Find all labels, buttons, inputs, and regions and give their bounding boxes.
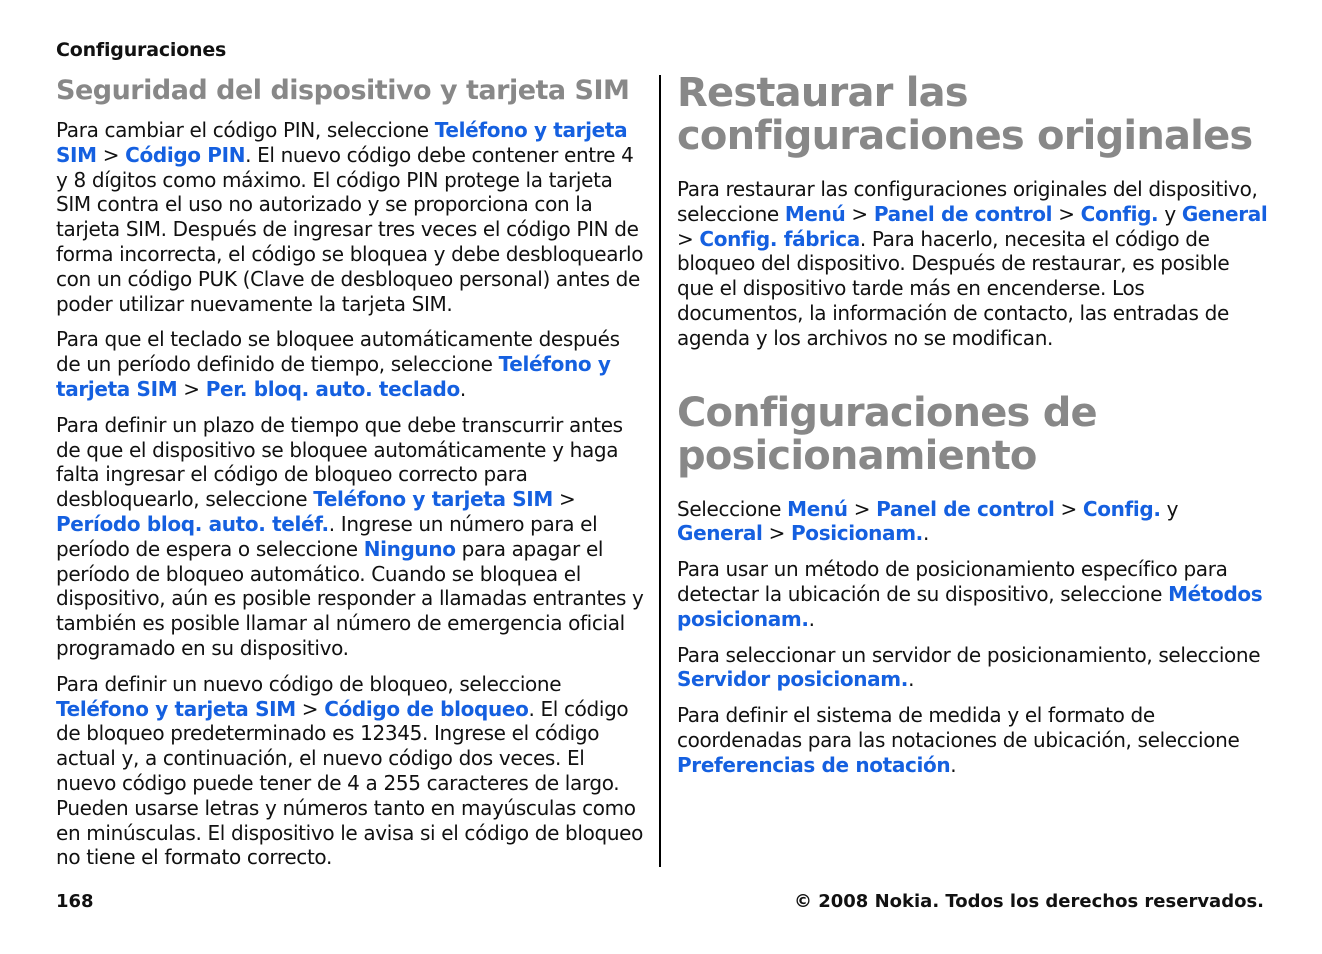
- link-preferencias-notacion[interactable]: Preferencias de notación: [677, 752, 951, 777]
- link-posicionam[interactable]: Posicionam.: [791, 521, 923, 546]
- text: Para cambiar el código PIN, seleccione: [56, 118, 435, 142]
- link-per-bloq-teclado[interactable]: Per. bloq. auto. teclado: [205, 376, 460, 401]
- menu-separator: >: [96, 142, 126, 167]
- link-codigo-bloqueo[interactable]: Código de bloqueo: [324, 696, 529, 721]
- text: Para restaurar las configuraciones originales del dispositivo, seleccione: [677, 177, 1258, 226]
- text: para apagar el período de bloqueo automático. Cuando se bloquea el dispositivo, aún es posible responder a llamadas entrantes y también es posible llamar al número de emergencia oficial programado en su dispositivo.: [56, 536, 644, 660]
- menu-separator: >: [1052, 201, 1081, 226]
- menu-separator: >: [1054, 496, 1083, 521]
- link-general[interactable]: General: [677, 521, 763, 546]
- link-telefono-sim[interactable]: Teléfono y tarjeta SIM: [56, 696, 296, 721]
- text: Para definir un plazo de tiempo que debe transcurrir antes de que el dispositivo se bloquee automáticamente y haga falta ingresar el código de bloqueo correcto para desbloquearlo, seleccione: [56, 412, 623, 512]
- text: . El código de bloqueo predeterminado es 12345. Ingrese el código actual y, a continuación, el nuevo código dos veces. El nuevo código puede tener de 4 a 255 caracteres de largo. Pueden usarse letras y números tanto en mayúsculas como en minúsculas. El dispositivo le avisa si el código de bloqueo no tiene el formato correcto.: [56, 696, 644, 870]
- text: Para usar un método de posicionamiento específico para detectar la ubicación de su dispositivo, seleccione: [677, 557, 1228, 606]
- text: .: [808, 606, 815, 631]
- link-periodo-bloq[interactable]: Período bloq. auto. teléf.: [56, 511, 329, 536]
- text: . El nuevo código debe contener entre 4 y 8 dígitos como máximo. El código PIN protege la tarjeta SIM contra el uso no autorizado y se proporciona con la tarjeta SIM. Después de ingresar tres veces el código PIN de forma incorrecta, el código se bloquea y debe desbloquearlo con un código PUK (Clave de desbloqueo personal) antes de poder utilizar nuevamente la tarjeta SIM.: [56, 142, 644, 316]
- running-header: Configuraciones: [56, 39, 227, 61]
- text: .: [908, 667, 915, 692]
- paragraph-autolock: [56, 413, 648, 661]
- link-config[interactable]: Config.: [1082, 496, 1161, 521]
- text: . Ingrese un número para el período de espera o seleccione: [56, 511, 598, 561]
- link-menu[interactable]: Menú: [784, 201, 846, 226]
- menu-separator: >: [845, 201, 874, 226]
- left-column: [56, 72, 648, 881]
- paragraph-notation: [677, 703, 1269, 777]
- paragraph-server: [677, 643, 1269, 693]
- copyright: © 2008 Nokia. Todos los derechos reservados.: [793, 891, 1264, 912]
- paragraph-restore: [677, 177, 1269, 351]
- text: Para que el teclado se bloquee automáticamente después de un período definido de tiempo, seleccione: [56, 327, 620, 377]
- link-config[interactable]: Config.: [1080, 201, 1159, 226]
- link-telefono-sim[interactable]: Teléfono y tarjeta SIM: [313, 487, 553, 512]
- right-column: [677, 72, 1269, 789]
- link-general[interactable]: General: [1181, 201, 1268, 226]
- text: .: [922, 521, 929, 546]
- menu-separator: >: [295, 696, 325, 721]
- text: y: [1158, 201, 1182, 226]
- column-divider: [659, 75, 661, 867]
- paragraph-lock-code: [56, 672, 648, 870]
- link-servidor-posicionam[interactable]: Servidor posicionam.: [677, 667, 909, 692]
- text: Para seleccionar un servidor de posicionamiento, seleccione: [677, 642, 1261, 667]
- link-telefono-sim[interactable]: Teléfono y tarjeta SIM: [56, 352, 611, 401]
- link-menu[interactable]: Menú: [787, 496, 848, 521]
- text: . Para hacerlo, necesita el código de bloqueo del dispositivo. Después de restaurar, es posible que el dispositivo tarde más en encenderse. Los documentos, la información de contacto, las entradas de agenda y los archivos no se modifican.: [677, 226, 1230, 350]
- paragraph-keypad-lock: [56, 327, 648, 401]
- link-codigo-pin[interactable]: Código PIN: [125, 142, 246, 167]
- menu-separator: >: [762, 521, 791, 546]
- section-title-positioning: Configuraciones de posicionamiento: [677, 389, 1097, 479]
- paragraph-methods: [677, 557, 1269, 631]
- link-ninguno[interactable]: Ninguno: [363, 536, 456, 561]
- text: Seleccione: [677, 496, 788, 521]
- link-telefono-sim[interactable]: Teléfono y tarjeta SIM: [56, 118, 628, 167]
- link-panel-control[interactable]: Panel de control: [876, 496, 1055, 521]
- text: Para definir un nuevo código de bloqueo, seleccione: [56, 671, 562, 696]
- menu-separator: >: [677, 226, 700, 251]
- link-panel-control[interactable]: Panel de control: [873, 201, 1053, 226]
- menu-separator: >: [552, 487, 576, 512]
- page-number: 168: [56, 891, 94, 912]
- paragraph-pin: [56, 118, 648, 316]
- menu-separator: >: [847, 496, 877, 521]
- text: Para definir el sistema de medida y el formato de coordenadas para las notaciones de ubicación, seleccione: [677, 703, 1240, 752]
- section-title-restore: Restaurar las configuraciones originales: [677, 70, 1253, 159]
- text: y: [1160, 496, 1179, 521]
- link-config-fabrica[interactable]: Config. fábrica: [699, 226, 860, 251]
- paragraph-positioning: [677, 497, 1269, 547]
- section-title-security: Seguridad del dispositivo y tarjeta SIM: [56, 75, 630, 106]
- menu-separator: >: [177, 376, 206, 401]
- link-metodos-posicionam[interactable]: Métodos posicionam.: [677, 581, 1263, 631]
- text: .: [459, 376, 466, 401]
- text: .: [950, 752, 957, 777]
